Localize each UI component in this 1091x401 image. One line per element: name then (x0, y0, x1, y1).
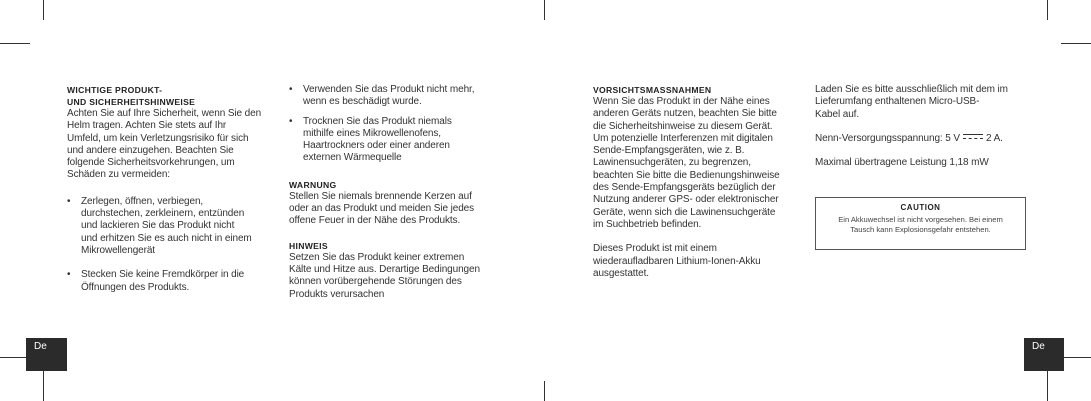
crop-mark (544, 381, 545, 401)
list-item: • Trocknen Sie das Produkt niemals mithilfe eines Mikrowellenofens, Haartrockners oder einer anderen externen Wärmequelle (289, 116, 509, 165)
crop-mark (0, 357, 26, 358)
caution-text: Ein Akkuwechsel ist nicht vorgesehen. Bei einem Tausch kann Explosionsgefahr entstehen. (838, 215, 1003, 234)
rating-line (815, 133, 1030, 145)
crop-mark (43, 0, 44, 20)
list-item: • Zerlegen, öffnen, verbiegen, durchstechen, zerkleinern, entzünden und lackieren Sie das Produkt nicht und erhitzen Sie es auch nicht in einem Mikrowellengerät (67, 196, 282, 257)
list-item: • Stecken Sie keine Fremdkörper in die Öffnungen des Produkts. (67, 269, 282, 294)
charging-text: Laden Sie es bitte ausschließlich mit dem im Lieferumfang enthaltenen Micro-USB- Kabel auf. (815, 84, 1008, 120)
dc-symbol-icon (963, 134, 983, 139)
precautions-heading: VORSICHTSMASSNAHMEN (593, 85, 712, 95)
bullet-list (67, 196, 282, 294)
precautions-text: Wenn Sie das Produkt in der Nähe eines anderen Geräts nutzen, beachten Sie bitte die Sicherheitshinweise zu diesem Gerät. Um potenzielle Interferenzen mit digitalen Sende-Empfangsgeräten, wie z. B. Lawinensuchgeräten, zu begrenzen, beachten Sie bitte die Bedienungshinweise des Sende-Empfangsgeräts bezüglich der Nutzung anderer GPS- oder elektronischer Geräte, wenn sich die Lawinensuchgeräte im Suchbetrieb befinden. (593, 96, 780, 230)
notice-text: Setzen Sie das Produkt keiner extremen Kälte und Hitze aus. Derartige Bedingungen können vorübergehende Störungen des Produkts verursachen (289, 251, 480, 300)
list-item: • Verwenden Sie das Produkt nicht mehr, wenn es beschädigt wurde. (289, 84, 509, 109)
battery-text: Dieses Produkt ist mit einem wiederaufladbaren Lithium-Ionen-Akku ausgestattet. (593, 243, 761, 279)
notice-heading: HINWEIS (289, 240, 328, 251)
crop-mark (1061, 43, 1091, 44)
section-heading: UND SICHERHEITSHINWEISE (67, 97, 196, 107)
crop-mark (1047, 0, 1048, 20)
crop-mark (1047, 371, 1048, 401)
intro-paragraph: Achten Sie auf Ihre Sicherheit, wenn Sie den Helm tragen. Achten Sie stets auf Ihr Umfeld, um kein Verletzungsrisiko für sich und andere einzugehen. Beachten Sie folgende Sicherheitsvorkehrungen, um Schäden zu vermeiden: (67, 108, 262, 181)
language-tab-right: De (1024, 338, 1064, 371)
crop-mark (1064, 357, 1091, 358)
rating-label: Nenn-Versorgungsspannung: 5 V (815, 132, 960, 144)
bullet-list (289, 84, 509, 165)
column-charging (815, 84, 1030, 169)
column-precautions (593, 84, 808, 280)
caution-box (815, 197, 1026, 250)
language-tab-left: De (26, 338, 67, 371)
section-heading: WICHTIGE PRODUKT- (67, 85, 163, 95)
crop-mark (544, 0, 545, 20)
warning-heading: WARNUNG (289, 179, 337, 190)
caution-title: CAUTION (900, 203, 941, 212)
crop-mark (43, 371, 44, 401)
column-safety-intro (67, 84, 282, 294)
crop-mark (0, 43, 30, 44)
column-safety-cont (289, 84, 509, 301)
max-power-text: Maximal übertragene Leistung 1,18 mW (815, 157, 989, 169)
warning-text: Stellen Sie niemals brennende Kerzen auf oder an das Produkt und meiden Sie jedes offene Feuer in der Nähe des Produkts. (289, 190, 475, 227)
rating-current: 2 A. (985, 132, 1003, 144)
